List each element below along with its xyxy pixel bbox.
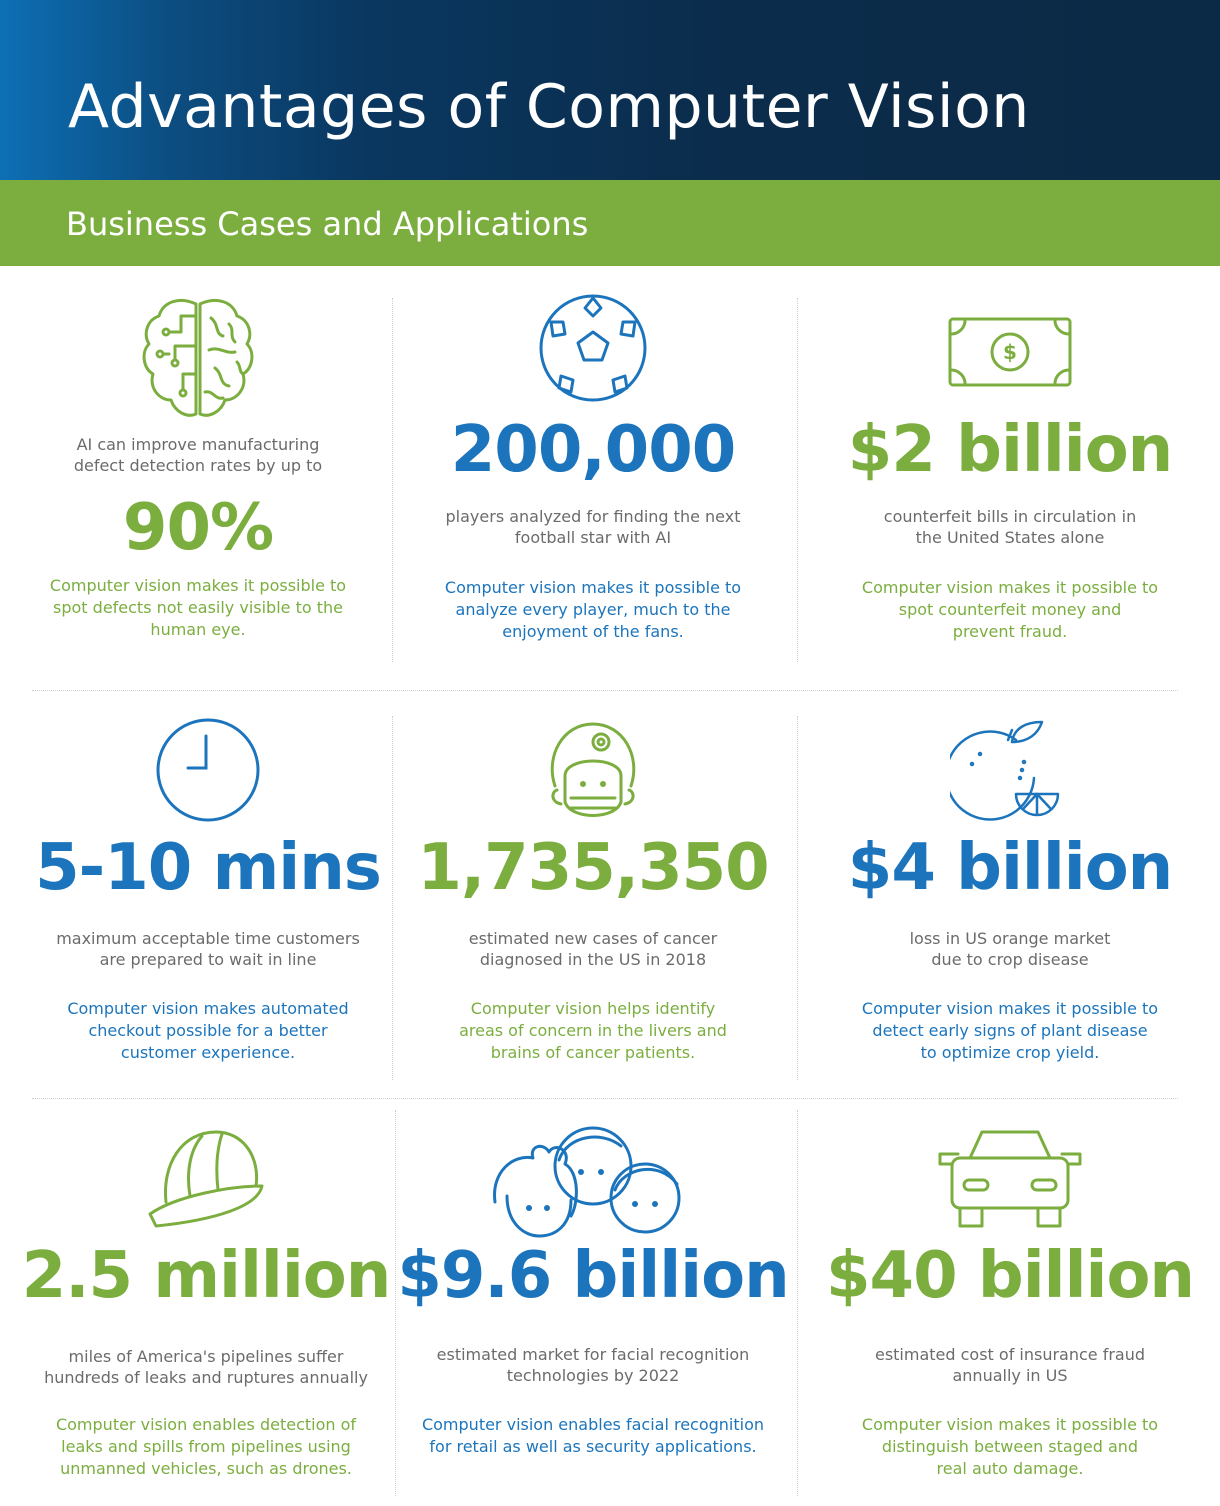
subtitle-bar [0, 180, 1220, 266]
stat-note: Computer vision makes it possible to distinguish between staged and real auto damage. [861, 1415, 1159, 1478]
stat-description: counterfeit bills in circulation in the United States alone [883, 507, 1137, 547]
stat-description: miles of America's pipelines suffer hundreds of leaks and ruptures annually [44, 1347, 368, 1387]
stat-value: $40 billion [826, 1239, 1194, 1313]
stat-card-pipelines [16, 1120, 396, 1500]
stat-card-orange [820, 710, 1200, 1090]
stat-value: $2 billion [847, 413, 1173, 487]
stat-description: estimated market for facial recognition technologies by 2022 [436, 1345, 750, 1385]
stat-card-cancer [403, 710, 783, 1090]
doctor-icon [541, 716, 645, 828]
stat-card-insurance [820, 1120, 1200, 1500]
stat-note: Computer vision makes automated checkout possible for a better customer experience. [67, 999, 349, 1062]
stat-note: Computer vision enables detection of leaks and spills from pipelines using unmanned vehicles, such as drones. [55, 1415, 357, 1478]
car-icon [936, 1124, 1084, 1232]
stat-note: Computer vision makes it possible to spot counterfeit money and prevent fraud. [861, 578, 1159, 641]
stat-value: 1,735,350 [417, 831, 769, 905]
stat-card-facial [397, 1120, 789, 1500]
stat-note: Computer vision makes it possible to spot defects not easily visible to the human eye. [49, 576, 347, 639]
row-divider [32, 690, 1178, 691]
svg-text:$: $ [1003, 340, 1017, 364]
orange-icon [950, 714, 1070, 826]
stat-note: Computer vision helps identify areas of concern in the livers and brains of cancer patients. [459, 999, 727, 1062]
stat-value: 2.5 million [21, 1239, 391, 1313]
stat-preamble: AI can improve manufacturing defect detection rates by up to [73, 435, 323, 475]
hard-hat-icon [146, 1124, 266, 1232]
stat-value: $9.6 billion [397, 1239, 789, 1313]
stat-card-checkout [18, 710, 398, 1090]
stat-value: 90% [122, 491, 274, 565]
stat-note: Computer vision enables facial recognition for retail as well as security applications. [421, 1415, 765, 1456]
faces-icon [483, 1120, 703, 1238]
dollar-bill-icon [947, 316, 1073, 388]
page-subtitle: Business Cases and Applications [66, 205, 589, 243]
stat-description: estimated cost of insurance fraud annually in US [874, 1345, 1146, 1385]
stat-value: 5-10 mins [35, 831, 381, 905]
header-banner [0, 0, 1220, 180]
stat-description: estimated new cases of cancer diagnosed in the US in 2018 [468, 929, 718, 969]
stat-note: Computer vision makes it possible to analyze every player, much to the enjoyment of the fans. [444, 578, 742, 641]
stat-value: 200,000 [450, 413, 736, 487]
stat-description: players analyzed for finding the next football star with AI [445, 507, 741, 547]
stat-note: Computer vision makes it possible to detect early signs of plant disease to optimize crop yield. [861, 999, 1159, 1062]
page-title: Advantages of Computer Vision [68, 72, 1030, 142]
soccer-ball-icon [537, 292, 649, 404]
clock-icon [154, 716, 262, 824]
stat-description: maximum acceptable time customers are prepared to wait in line [56, 929, 360, 969]
row-divider [32, 1098, 1178, 1099]
stat-value: $4 billion [847, 831, 1173, 905]
stat-description: loss in US orange market due to crop disease [909, 929, 1111, 969]
brain-circuit-icon [139, 294, 257, 428]
stat-card-counterfeit [820, 290, 1200, 670]
stat-card-manufacturing [8, 290, 388, 670]
stat-card-football [403, 290, 783, 670]
